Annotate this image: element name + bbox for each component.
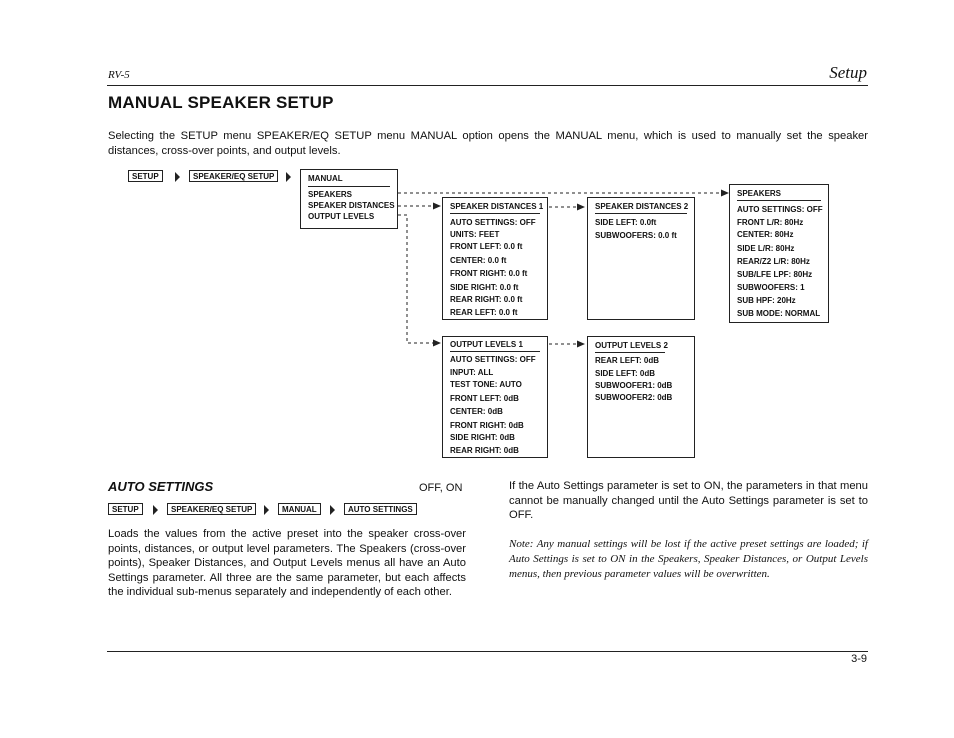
list-item: CENTER: 80Hz <box>737 230 794 239</box>
title-underline <box>595 352 665 353</box>
list-item: SIDE LEFT: 0dB <box>595 369 656 378</box>
list-item: SIDE RIGHT: 0.0 ft <box>450 283 519 292</box>
list-item: REAR RIGHT: 0dB <box>450 446 519 455</box>
page-title: MANUAL SPEAKER SETUP <box>108 93 334 112</box>
intro-paragraph: Selecting the SETUP menu SPEAKER/EQ SETUP menu MANUAL option opens the MANUAL menu, which is used to manually set the speaker distances, cross-over points, and output levels. <box>108 130 868 157</box>
list-item: CENTER: 0.0 ft <box>450 256 507 265</box>
speaker-distances-1-title: SPEAKER DISTANCES 1 <box>450 202 544 211</box>
list-item: SUBWOOFERS: 0.0 ft <box>595 231 677 240</box>
model-name: RV-5 <box>108 69 130 81</box>
arrow-right-icon <box>175 172 180 182</box>
path-menu-auto-settings: AUTO SETTINGS <box>344 503 417 515</box>
page-number: 3-9 <box>851 653 867 665</box>
list-item: SIDE L/R: 80Hz <box>737 244 795 253</box>
list-item: FRONT RIGHT: 0.0 ft <box>450 269 528 278</box>
list-item: REAR RIGHT: 0.0 ft <box>450 295 523 304</box>
arrow-right-icon <box>286 172 291 182</box>
output-levels-2-title: OUTPUT LEVELS 2 <box>595 341 668 350</box>
list-item: FRONT LEFT: 0dB <box>450 394 519 403</box>
path-menu-speaker-eq-setup: SPEAKER/EQ SETUP <box>167 503 256 515</box>
speaker-distances-2-box <box>587 197 695 320</box>
section-title: Setup <box>829 63 867 82</box>
auto-settings-values: OFF, ON <box>419 482 463 494</box>
list-item: SUBWOOFER2: 0dB <box>595 393 673 402</box>
manual-item-output-levels: OUTPUT LEVELS <box>308 212 375 221</box>
manual-menu-title: MANUAL <box>308 174 343 183</box>
arrow-right-icon <box>153 505 158 515</box>
list-item: AUTO SETTINGS: OFF <box>450 218 536 227</box>
arrowhead-sd1 <box>433 203 441 210</box>
auto-settings-heading: AUTO SETTINGS <box>108 479 214 494</box>
list-item: SUB HPF: 20Hz <box>737 296 796 305</box>
list-item: REAR LEFT: 0.0 ft <box>450 308 518 317</box>
output-levels-1-box <box>442 336 548 458</box>
manual-item-speaker-distances: SPEAKER DISTANCES <box>308 201 395 210</box>
auto-settings-note: Note: Any manual settings will be lost if the active preset settings are loaded; if Auto Settings is set to ON in the Speakers, Speaker Distances, or Output Levels menus, then previous parameter values will be overwritten. <box>509 538 868 580</box>
list-item: SUBWOOFERS: 1 <box>737 283 805 292</box>
list-item: SUB MODE: NORMAL <box>737 309 821 318</box>
connector-output-levels <box>398 215 434 343</box>
list-item: SUB/LFE LPF: 80Hz <box>737 270 813 279</box>
manual-menu-box <box>300 169 398 229</box>
list-item: AUTO SETTINGS: OFF <box>737 205 823 214</box>
arrowhead-ol2 <box>577 341 585 348</box>
list-item: INPUT: ALL <box>450 368 494 377</box>
output-levels-1-title: OUTPUT LEVELS 1 <box>450 340 523 349</box>
auto-settings-on-description: If the Auto Settings parameter is set to ON, the parameters in that menu cannot be manually changed until the Auto Settings parameter is set to OFF. <box>509 480 868 521</box>
arrowhead-sd2 <box>577 204 585 211</box>
title-underline <box>737 200 821 201</box>
output-levels-2-box <box>587 336 695 458</box>
arrowhead-speakers <box>721 190 729 197</box>
list-item: REAR LEFT: 0dB <box>595 356 659 365</box>
arrow-right-icon <box>264 505 269 515</box>
title-underline <box>308 186 390 187</box>
list-item: FRONT RIGHT: 0dB <box>450 421 524 430</box>
list-item: SIDE RIGHT: 0dB <box>450 433 515 442</box>
list-item: TEST TONE: AUTO <box>450 380 522 389</box>
speaker-distances-1-box <box>442 197 548 320</box>
list-item: REAR/Z2 L/R: 80Hz <box>737 257 810 266</box>
auto-settings-description: Loads the values from the active preset into the speaker cross-over points, distances, or output level parameters. The Speakers (cross-over points), Speaker Distances, and Output Levels menus all have an Auto Settings parameter. All three are the same parameter, but each affects the individual sub-menus separately and independently of each other. <box>108 528 466 598</box>
diagram-menu-setup: SETUP <box>128 170 163 182</box>
diagram-menu-speaker-eq-setup: SPEAKER/EQ SETUP <box>189 170 278 182</box>
list-item: CENTER: 0dB <box>450 407 503 416</box>
speakers-title: SPEAKERS <box>737 189 782 198</box>
path-menu-setup: SETUP <box>108 503 143 515</box>
list-item: UNITS: FEET <box>450 230 500 239</box>
speaker-distances-2-title: SPEAKER DISTANCES 2 <box>595 202 689 211</box>
arrowhead-ol1 <box>433 340 441 347</box>
title-underline <box>450 213 540 214</box>
speakers-box <box>729 184 829 323</box>
list-item: AUTO SETTINGS: OFF <box>450 355 536 364</box>
list-item: FRONT LEFT: 0.0 ft <box>450 242 523 251</box>
manual-item-speakers: SPEAKERS <box>308 190 353 199</box>
title-underline <box>450 351 540 352</box>
path-menu-manual: MANUAL <box>278 503 321 515</box>
footer-rule <box>107 651 868 652</box>
arrow-right-icon <box>330 505 335 515</box>
list-item: SIDE LEFT: 0.0ft <box>595 218 657 227</box>
title-underline <box>595 213 687 214</box>
list-item: FRONT L/R: 80Hz <box>737 218 804 227</box>
list-item: SUBWOOFER1: 0dB <box>595 381 673 390</box>
